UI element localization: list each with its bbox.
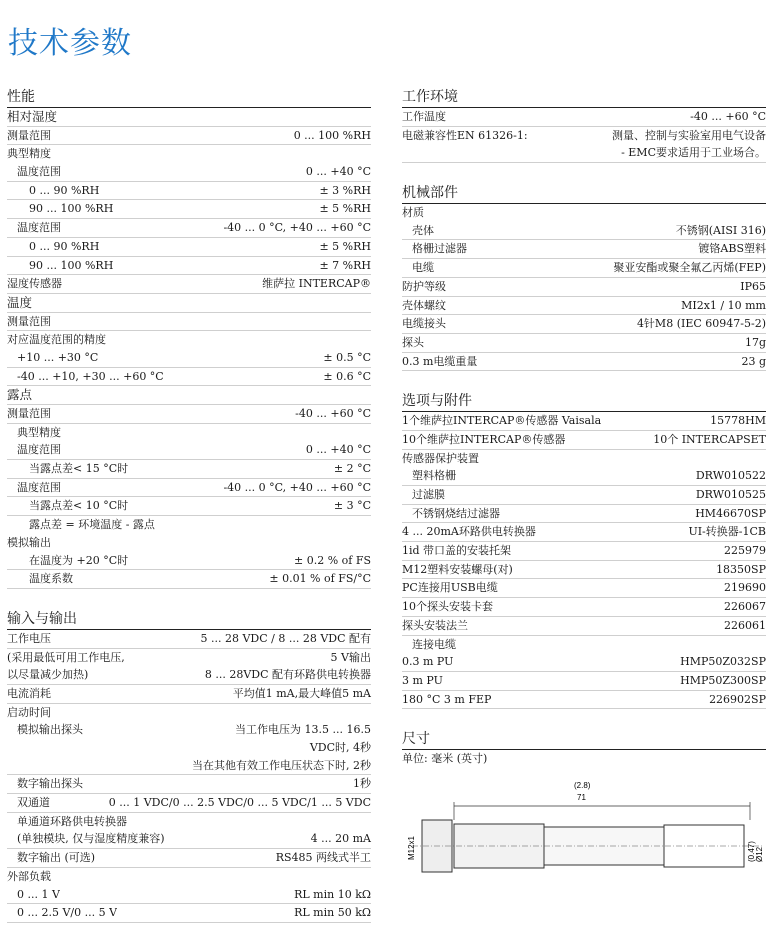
spec-label: 露点 (7, 387, 33, 403)
spec-row (402, 259, 766, 278)
spec-row (402, 672, 766, 691)
spec-value: RL min 50 kΩ (294, 906, 371, 920)
spec-label: 180 °C 3 m FEP (402, 692, 492, 706)
diameter-inch-label: (0.47) (747, 841, 756, 862)
spec-row (7, 630, 371, 649)
spec-value: DRW010525 (695, 488, 766, 501)
spec-label: 启动时间 (7, 705, 51, 719)
spec-row (7, 219, 371, 238)
spec-label: (采用最低可用工作电压, (7, 650, 125, 664)
spec-row (7, 704, 371, 722)
spec-row (7, 182, 371, 201)
spec-row (7, 868, 371, 886)
spec-label: 连接电缆 (412, 637, 456, 651)
spec-section (402, 730, 766, 892)
section-title: 性能 (7, 88, 371, 108)
spec-label: 0 ... 90 %RH (29, 239, 100, 253)
spec-label: 电磁兼容性EN 61326-1: (402, 128, 528, 142)
spec-row (402, 222, 766, 241)
spec-value: 226902SP (709, 692, 766, 706)
spec-value: RL min 10 kΩ (294, 887, 371, 901)
spec-row (7, 570, 371, 589)
spec-value: ± 3 %RH (319, 183, 371, 197)
spec-label: 壳体螺纹 (402, 298, 446, 312)
spec-label: 10个探头安装卡套 (402, 600, 493, 614)
spec-label: 0 ... 90 %RH (29, 183, 100, 197)
spec-row (402, 127, 766, 145)
page-title: 技术参数 (8, 26, 132, 61)
section-title: 输入与输出 (7, 610, 371, 630)
spec-row (402, 297, 766, 316)
spec-value: ± 5 %RH (319, 202, 371, 216)
spec-label: 当露点差< 15 °C时 (29, 462, 129, 476)
spec-value: 0 ... +40 °C (305, 165, 371, 179)
spec-row (402, 278, 766, 297)
spec-row (7, 516, 371, 534)
spec-value: HM46670SP (695, 506, 766, 520)
spec-section (7, 88, 371, 589)
spec-row (7, 127, 371, 146)
spec-row (7, 757, 371, 776)
spec-label: (单独模块, 仅与湿度精度兼容) (17, 832, 165, 846)
spec-label: 工作温度 (402, 110, 446, 123)
spec-row (402, 653, 766, 672)
spec-label: 3 m PU (402, 673, 443, 687)
spec-row (402, 579, 766, 598)
spec-value: -40 ... +60 °C (690, 110, 766, 123)
spec-row (7, 405, 371, 424)
spec-value: ± 0.6 °C (323, 369, 371, 383)
spec-label: 测量范围 (7, 407, 51, 420)
spec-value: MI2x1 / 10 mm (681, 298, 766, 312)
spec-label: 过滤膜 (412, 488, 445, 501)
spec-label: 电缆接头 (402, 317, 446, 331)
spec-value: RS485 两线式半工 (275, 851, 371, 865)
right-column (402, 88, 766, 913)
spec-label: 温度范围 (17, 443, 61, 457)
spec-value: ± 0.2 % of FS (293, 553, 371, 567)
spec-label: 电流消耗 (7, 686, 51, 700)
spec-value: 10个 INTERCAPSET (653, 432, 766, 446)
spec-value: HMP50Z032SP (680, 655, 766, 669)
spec-label: 外部负载 (7, 869, 51, 883)
spec-row (7, 830, 371, 849)
spec-section (7, 610, 371, 923)
spec-row (402, 431, 766, 450)
diameter-mm-label: Ø12 (755, 846, 764, 862)
spec-row (7, 257, 371, 276)
spec-value: 平均值1 mA,最大峰值5 mA (232, 686, 371, 700)
section-title: 尺寸 (402, 730, 766, 750)
spec-label: 模拟输出探头 (17, 723, 83, 737)
spec-row (402, 353, 766, 372)
spec-label: 单位: 毫米 (英寸) (402, 752, 488, 766)
spec-row (402, 450, 766, 468)
spec-row (7, 666, 371, 685)
spec-row (7, 721, 371, 739)
dimension-drawing (402, 772, 766, 892)
spec-row (7, 552, 371, 571)
spec-row (402, 412, 766, 431)
spec-row (7, 904, 371, 923)
spec-value: 226061 (724, 618, 766, 632)
spec-label: 双通道 (17, 796, 50, 810)
spec-label: 温度范围 (17, 221, 61, 235)
spec-label: 测量范围 (7, 314, 51, 328)
spec-row (402, 561, 766, 580)
spec-label: +10 ... +30 °C (17, 350, 99, 364)
spec-row (7, 794, 371, 813)
spec-row (402, 315, 766, 334)
spec-row (7, 331, 371, 349)
spec-label: 典型精度 (7, 147, 51, 161)
spec-label: 材质 (402, 206, 424, 220)
spec-row (402, 542, 766, 561)
spec-row (7, 886, 371, 905)
spec-label: 模拟输出 (7, 535, 51, 549)
spec-row (402, 240, 766, 259)
spec-value: - EMC要求适用于工业场合。 (621, 146, 766, 160)
spec-value: 4针M8 (IEC 60947-5-2) (636, 317, 766, 331)
spec-value: 不锈钢(AISI 316) (675, 223, 766, 237)
spec-value: 219690 (724, 581, 766, 595)
spec-label: 温度范围 (17, 480, 61, 494)
spec-row (402, 636, 766, 654)
spec-value: 8 ... 28VDC 配有环路供电转换器 (204, 668, 371, 682)
spec-label: 露点差 = 环境温度 - 露点 (29, 518, 155, 532)
spec-row (402, 108, 766, 127)
spec-label: 数字输出 (可选) (17, 851, 96, 865)
spec-value: 226067 (724, 600, 766, 614)
spec-row (402, 691, 766, 710)
spec-label: 1个维萨拉INTERCAP®传感器 Vaisala (402, 414, 602, 428)
spec-value: 23 g (741, 354, 766, 368)
spec-row (7, 424, 371, 442)
spec-row (402, 467, 766, 486)
spec-section (402, 392, 766, 709)
spec-label: 90 ... 100 %RH (29, 202, 114, 216)
spec-row (7, 685, 371, 704)
spec-label: 数字输出探头 (17, 777, 83, 791)
spec-label: 0 ... 1 V (17, 887, 60, 901)
spec-row (7, 849, 371, 868)
spec-row (7, 200, 371, 219)
left-column (7, 88, 371, 944)
spec-row (7, 238, 371, 257)
spec-label: PC连接用USB电缆 (402, 581, 498, 595)
spec-value: 0 ... +40 °C (305, 443, 371, 457)
dimension-length-label: 71 (577, 792, 586, 802)
spec-label: 传感器保护装置 (402, 451, 479, 465)
spec-label: 探头 (402, 335, 424, 349)
spec-label: 电缆 (412, 261, 434, 275)
spec-value: 测量、控制与实验室用电气设备 (612, 128, 766, 142)
spec-value: 17g (744, 335, 766, 349)
spec-value: 当工作电压为 13.5 ... 16.5 (235, 723, 371, 737)
spec-value: -40 ... +60 °C (295, 407, 371, 420)
spec-label: 格栅过滤器 (412, 242, 467, 256)
spec-value: 0 ... 1 VDC/0 ... 2.5 VDC/0 ... 5 VDC/1 ... 5 VDC (108, 796, 371, 810)
spec-label: 典型精度 (17, 425, 61, 439)
spec-row (402, 523, 766, 542)
spec-row (7, 163, 371, 182)
spec-label: 塑料格栅 (412, 469, 456, 483)
spec-label: 工作电压 (7, 631, 51, 645)
spec-row (7, 145, 371, 163)
spec-row (7, 497, 371, 516)
spec-label: 壳体 (412, 223, 434, 237)
spec-row (7, 441, 371, 460)
spec-row (7, 368, 371, 387)
spec-value: 225979 (724, 544, 766, 558)
spec-value: 聚亚安酯或聚全氟乙丙烯(FEP) (613, 261, 766, 275)
spec-section (402, 184, 766, 371)
spec-label: 90 ... 100 %RH (29, 258, 114, 272)
spec-row (7, 479, 371, 498)
spec-label: 温度系数 (29, 572, 73, 586)
spec-label: 0.3 m电缆重量 (402, 354, 478, 368)
spec-row (7, 739, 371, 757)
spec-label: 对应温度范围的精度 (7, 333, 106, 347)
spec-row (7, 813, 371, 831)
section-title: 机械部件 (402, 184, 766, 204)
spec-value: ± 2 °C (333, 462, 371, 476)
spec-label: 不锈钢烧结过滤器 (412, 506, 500, 520)
spec-value: -40 ... 0 °C, +40 ... +60 °C (223, 480, 371, 494)
section-title: 选项与附件 (402, 392, 766, 412)
spec-row (402, 505, 766, 524)
spec-value: 1秒 (353, 777, 371, 791)
spec-value: 5 V输出 (330, 650, 371, 664)
spec-label: 10个维萨拉INTERCAP®传感器 (402, 432, 566, 446)
spec-value: UI-转换器-1CB (688, 525, 766, 539)
spec-label: 0 ... 2.5 V/0 ... 5 V (17, 906, 118, 920)
spec-label: 测量范围 (7, 128, 51, 142)
spec-value: 0 ... 100 %RH (293, 128, 371, 142)
spec-label: 单通道环路供电转换器 (17, 814, 127, 828)
spec-row (7, 108, 371, 127)
spec-value: ± 5 %RH (319, 239, 371, 253)
spec-row (7, 275, 371, 294)
spec-row (402, 486, 766, 505)
spec-row (7, 775, 371, 794)
spec-label: 当露点差< 10 °C时 (29, 499, 129, 513)
spec-value: 当在其他有效工作电压状态下时, 2秒 (192, 758, 371, 772)
spec-value: ± 7 %RH (319, 258, 371, 272)
section-title: 工作环境 (402, 88, 766, 108)
spec-label: 0.3 m PU (402, 655, 454, 669)
spec-label: -40 ... +10, +30 ... +60 °C (17, 369, 164, 383)
thread-label: M12x1 (407, 835, 416, 860)
spec-row (7, 460, 371, 479)
spec-label: 在温度为 +20 °C时 (29, 553, 129, 567)
spec-label: 4 ... 20mA环路供电转换器 (402, 525, 536, 539)
spec-row (402, 598, 766, 617)
spec-label: 相对湿度 (7, 109, 58, 124)
spec-label: 湿度传感器 (7, 277, 62, 291)
spec-row (7, 534, 371, 552)
spec-row (7, 313, 371, 332)
spec-value: DRW010522 (695, 469, 766, 483)
spec-value: 镀铬ABS塑料 (698, 242, 766, 256)
spec-row (402, 617, 766, 636)
spec-row (7, 386, 371, 405)
spec-value: VDC时, 4秒 (309, 741, 371, 754)
spec-section (402, 88, 766, 163)
spec-value: -40 ... 0 °C, +40 ... +60 °C (223, 221, 371, 235)
spec-value: ± 0.5 °C (323, 350, 371, 364)
spec-value: ± 0.01 % of FS/°C (269, 572, 371, 586)
spec-value: 18350SP (716, 562, 766, 576)
spec-row (7, 294, 371, 313)
spec-value: HMP50Z300SP (680, 673, 766, 687)
spec-value: 4 ... 20 mA (310, 832, 371, 846)
spec-value: 5 ... 28 VDC / 8 ... 28 VDC 配有 (200, 631, 371, 645)
dimension-top-label: (2.8) (574, 780, 591, 790)
spec-row (402, 144, 766, 163)
spec-label: 1id 带口盖的安装托架 (402, 544, 512, 558)
spec-label: 探头安装法兰 (402, 618, 468, 632)
spec-label: 以尽量减少加热) (7, 668, 89, 682)
spec-value: 15778HM (710, 414, 766, 428)
spec-row (402, 750, 766, 768)
spec-label: 温度 (7, 294, 33, 310)
spec-label: M12塑料安装螺母(对) (402, 562, 513, 576)
spec-label: 温度范围 (17, 165, 61, 179)
spec-label: 防护等级 (402, 279, 446, 293)
spec-row (7, 349, 371, 368)
spec-value: 维萨拉 INTERCAP® (262, 277, 371, 291)
spec-row (402, 334, 766, 353)
spec-value: IP65 (740, 279, 766, 293)
spec-row (402, 204, 766, 222)
spec-row (7, 649, 371, 667)
spec-value: ± 3 °C (333, 499, 371, 513)
